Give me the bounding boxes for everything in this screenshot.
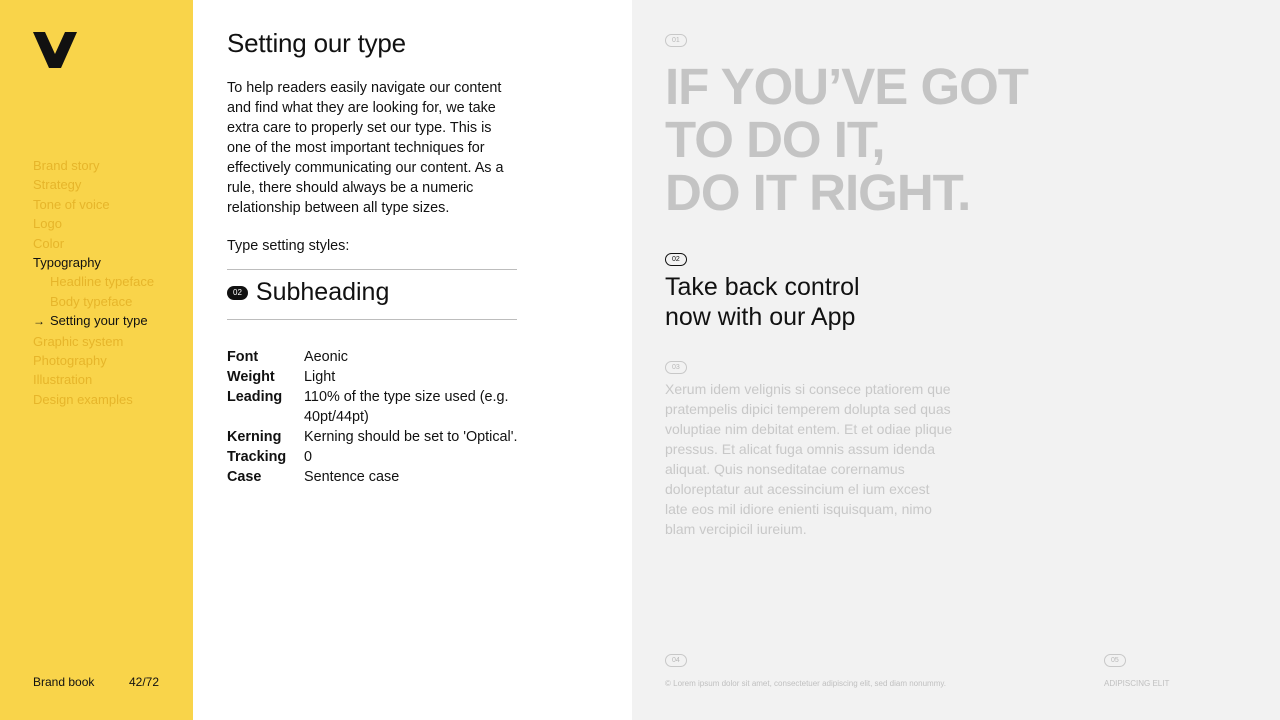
page-number: 42/72	[129, 675, 160, 689]
nav-item-brand-story[interactable]: Brand story	[33, 158, 100, 173]
sidebar	[0, 0, 193, 720]
subheading-badge: 02	[227, 286, 248, 300]
spec-value: Light	[304, 369, 336, 385]
nav-item-strategy[interactable]: Strategy	[33, 177, 82, 193]
spec-value: Sentence case	[304, 469, 400, 485]
spec-key: Tracking	[227, 449, 287, 465]
spec-key: Case	[227, 469, 262, 485]
page-title: Setting our type	[227, 28, 406, 58]
nav-item-illustration[interactable]: Illustration	[33, 372, 93, 388]
subheading-text: Subheading	[255, 278, 390, 306]
content-panel	[193, 0, 632, 720]
headline-line: TO DO IT,	[665, 111, 885, 168]
spec-row	[227, 367, 527, 387]
divider-bottom	[227, 319, 517, 320]
subheading-sample	[227, 278, 389, 307]
styles-label: Type setting styles:	[227, 238, 350, 254]
badge-03: 03	[665, 361, 687, 374]
nav-item-headline-typeface[interactable]: Headline typeface	[50, 274, 155, 290]
nav-item-logo[interactable]: Logo	[33, 216, 62, 232]
spec-row	[227, 387, 527, 427]
preview-subheading	[665, 272, 860, 332]
spec-value: Aeonic	[304, 349, 349, 365]
badge-02: 02	[665, 253, 687, 266]
headline-line: IF YOU’VE GOT	[665, 58, 1028, 115]
badge-05: 05	[1104, 654, 1126, 667]
nav-item-graphic-system[interactable]: Graphic system	[33, 333, 124, 349]
brand-logo-icon[interactable]	[33, 32, 77, 68]
nav-menu	[33, 156, 154, 409]
badge-01: 01	[665, 34, 687, 47]
spec-row	[227, 447, 527, 467]
preview-headline	[665, 60, 1265, 219]
spec-key: Kerning	[227, 429, 282, 445]
nav-item-photography[interactable]: Photography	[33, 353, 107, 369]
spec-row	[227, 467, 527, 487]
nav-item-label: Setting your type	[50, 313, 148, 329]
spec-key: Leading	[227, 389, 283, 405]
nav-item-body-typeface[interactable]: Body typeface	[50, 293, 133, 309]
headline-line: DO IT RIGHT.	[665, 164, 971, 221]
divider-top	[227, 269, 517, 270]
spec-key: Weight	[227, 369, 275, 385]
nav-item-color[interactable]: Color	[33, 235, 65, 251]
nav-item-design-examples[interactable]: Design examples	[33, 391, 133, 407]
spec-value: 110% of the type size used (e.g. 40pt/44pt)	[304, 389, 509, 425]
type-specs-table	[227, 347, 527, 487]
spec-row	[227, 427, 527, 447]
preview-panel	[632, 0, 1280, 720]
nav-item-tone-of-voice[interactable]: Tone of voice	[33, 196, 110, 212]
arrow-right-icon: →	[33, 314, 45, 329]
preview-body: Xerum idem velignis si consece ptatiorem que pratempelis dipici temperem dolupta sed quas voluptiae nim debitat entem. Et et odiae plique pressus. Et alicat fuga omnis assum idenda aliquat. Quis nonseditatae corernamus doloreptatur aut acessincium el ium excest late eos mil idiore enienti isquisquam, nimo blam vercipicil iureium.	[665, 381, 953, 537]
nav-item-setting-your-type[interactable]	[33, 311, 154, 331]
badge-04: 04	[665, 654, 687, 667]
subheading-line: now with our App	[665, 303, 856, 331]
footer-title: Brand book	[33, 675, 95, 689]
spec-value: Kerning should be set to 'Optical'.	[304, 429, 518, 445]
spec-row	[227, 347, 527, 367]
nav-item-typography[interactable]: Typography	[33, 255, 101, 271]
preview-caption-2: ADIPISCING ELIT	[1104, 679, 1170, 688]
preview-caption: © Lorem ipsum dolor sit amet, consectetuer adipiscing elit, sed diam nonummy.	[665, 679, 946, 688]
spec-value: 0	[304, 449, 313, 465]
subheading-line: Take back control	[665, 273, 860, 301]
intro-paragraph: To help readers easily navigate our content and find what they are looking for, we take extra care to properly set our type. This is one of the most important techniques for effectively communicating our content. As a rule, there should always be a numeric relationship between all type sizes.	[227, 80, 504, 216]
spec-key: Font	[227, 349, 259, 365]
